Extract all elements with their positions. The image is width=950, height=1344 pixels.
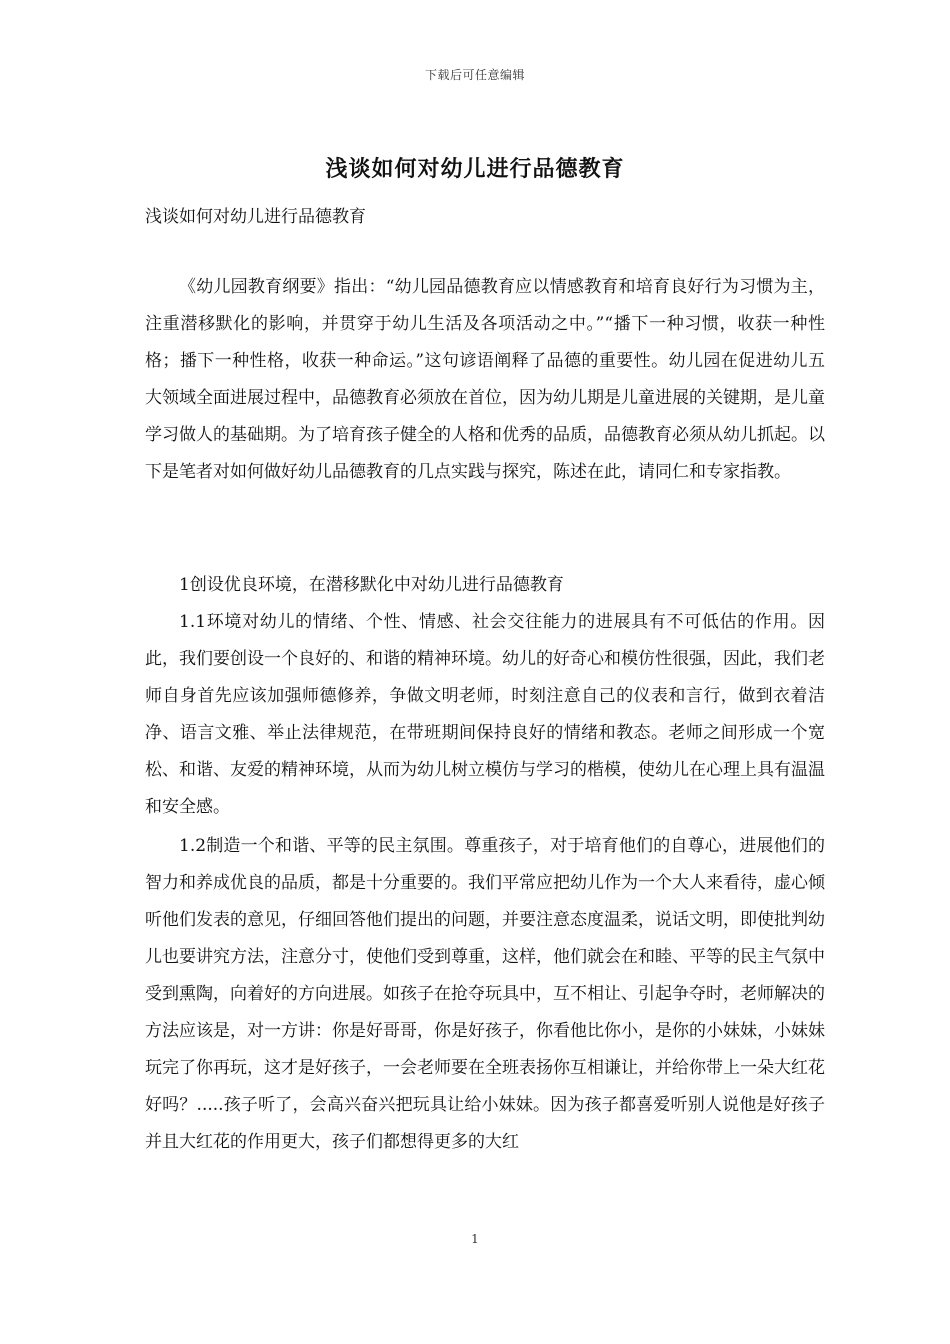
section-1-2-paragraph: 1.2制造一个和谐、平等的民主氛围。尊重孩子，对于培育他们的自尊心，进展他们的智力和养成优良的品质，都是十分重要的。我们平常应把幼儿作为一个大人来看待，虚心倾听他们发表的意见，仔细回答他们提出的问题，并要注意态度温柔，说话文明，即使批判幼儿也要讲究方法，注意分寸，使他们受到尊重，这样，他们就会在和睦、平等的民主气氛中受到熏陶，向着好的方向进展。如孩子在抢夺玩具中，互不相让、引起争夺时，老师解决的方法应该是，对一方讲：你是好哥哥，你是好孩子，你看他比你小，是你的小妹妹，小妹妹玩完了你再玩，这才是好孩子，一会老师要在全班表扬你互相谦让，并给你带上一朵大红花好吗？.....孩子听了，会高兴奋兴把玩具让给小妹妹。因为孩子都喜爱听别人说他是好孩子并且大红花的作用更大，孩子们都想得更多的大红 <box>145 836 825 1152</box>
page-number: 1 <box>471 1232 479 1246</box>
document-title: 浅谈如何对幼儿进行品德教育 <box>325 156 625 182</box>
header-note: 下载后可任意编辑 <box>424 68 525 82</box>
intro-paragraph: 《幼儿园教育纲要》指出：“幼儿园品德教育应以情感教育和培育良好行为习惯为主，注重潜移默化的影响，并贯穿于幼儿生活及各项活动之中。”“播下一种习惯，收获一种性格；播下一种性格，收获一种命运。”这句谚语阐释了品德的重要性。幼儿园在促进幼儿五大领域全面进展过程中，品德教育必须放在首位，因为幼儿期是儿童进展的关键期，是儿童学习做人的基础期。为了培育孩子健全的人格和优秀的品质，品德教育必须从幼儿抓起。以下是笔者对如何做好幼儿品德教育的几点实践与探究，陈述在此，请同仁和专家指教。 <box>145 277 825 482</box>
section-1-heading: 1创设优良环境，在潜移默化中对幼儿进行品德教育 <box>179 575 564 595</box>
section-1-1-paragraph: 1.1环境对幼儿的情绪、个性、情感、社会交往能力的进展具有不可低估的作用。因此，我们要创设一个良好的、和谐的精神环境。幼儿的好奇心和模仿性很强，因此，我们老师自身首先应该加强师德修养，争做文明老师，时刻注意自己的仪表和言行，做到衣着洁净、语言文雅、举止法律规范，在带班期间保持良好的情绪和教态。老师之间形成一个宽松、和谐、友爱的精神环境，从而为幼儿树立模仿与学习的楷模，使幼儿在心理上具有温温和安全感。 <box>145 612 825 817</box>
document-subtitle: 浅谈如何对幼儿进行品德教育 <box>145 207 366 227</box>
